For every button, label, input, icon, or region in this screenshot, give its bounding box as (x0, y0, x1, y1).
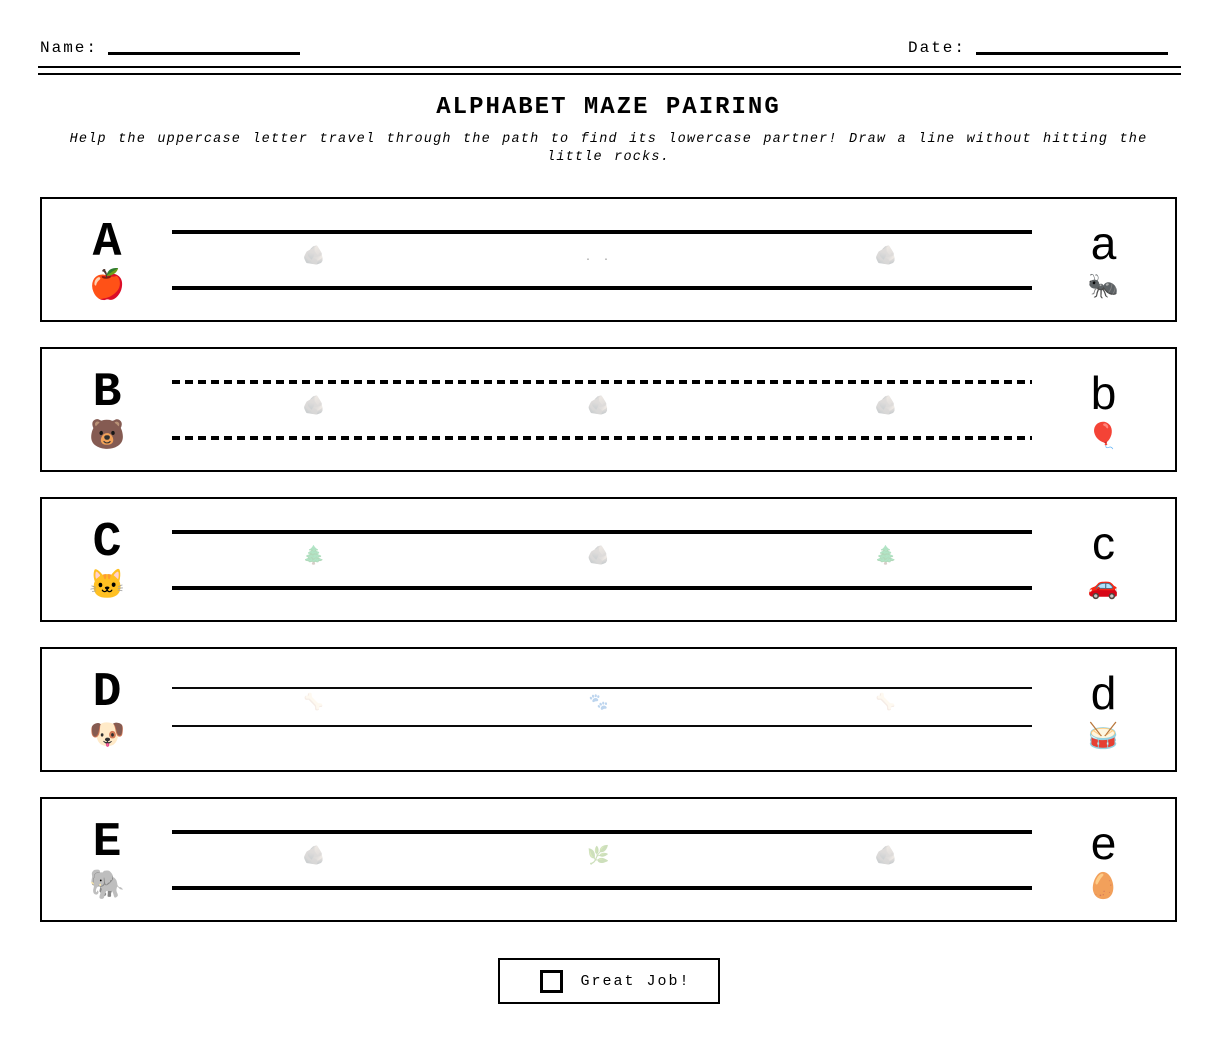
path-bottom-line (172, 725, 1032, 727)
path-top-line (172, 687, 1032, 689)
maze-path-d[interactable] (172, 649, 1032, 770)
maze-row-a (40, 197, 1177, 322)
evergreen-tree-emoji: 🌲 (302, 547, 326, 567)
path-bottom-line (172, 286, 1032, 290)
maze-start-b (42, 349, 172, 470)
lowercase-letter-e: e (1090, 816, 1117, 869)
rock-emoji: 🪨 (874, 847, 898, 867)
balloon-emoji: 🎈 (1087, 422, 1120, 452)
uppercase-letter-b: B (92, 365, 122, 420)
path-top-line (172, 830, 1032, 834)
name-field (40, 40, 300, 56)
maze-end-d (1032, 649, 1175, 770)
rock-emoji: 🪨 (587, 547, 610, 567)
bone-emoji: 🦴 (875, 694, 896, 712)
maze-row-c (40, 497, 1177, 622)
uppercase-letter-e: E (92, 815, 122, 870)
rock-emoji: 🪨 (302, 397, 326, 417)
paw-prints-emoji: 🐾 (588, 694, 609, 712)
faint-dots: ∙ ∙ (585, 255, 613, 266)
drum-emoji: 🥁 (1087, 722, 1120, 752)
maze-path-c[interactable] (172, 499, 1032, 620)
uppercase-letter-c: C (92, 515, 122, 570)
egg-emoji: 🥚 (1087, 872, 1120, 902)
page-title: ALPHABET MAZE PAIRING (436, 94, 781, 121)
path-bottom-line (172, 436, 1032, 440)
maze-end-e (1032, 799, 1175, 920)
bone-emoji: 🦴 (303, 694, 324, 712)
instructions-text: Help the uppercase letter travel through the path to find its lowercase partner! Draw a line without hitting the little rocks. (69, 132, 1148, 165)
maze-end-b (1032, 349, 1175, 470)
ant-emoji: 🐜 (1087, 272, 1120, 302)
maze-row-e (40, 797, 1177, 922)
rock-emoji: 🪨 (874, 397, 898, 417)
maze-path-e[interactable] (172, 799, 1032, 920)
maze-end-c (1032, 499, 1175, 620)
elephant-emoji: 🐘 (88, 869, 126, 903)
name-label: Name: (40, 39, 99, 57)
maze-rows (40, 197, 1177, 947)
great-job-box (498, 958, 720, 1004)
bear-emoji: 🐻 (88, 419, 126, 453)
header-divider (38, 66, 1181, 75)
path-top-line (172, 230, 1032, 234)
maze-start-e (42, 799, 172, 920)
maze-path-b[interactable] (172, 349, 1032, 470)
date-write-line[interactable] (976, 42, 1168, 55)
lowercase-letter-d: d (1090, 666, 1117, 719)
great-job-checkbox[interactable] (540, 970, 563, 993)
rock-emoji: 🪨 (587, 397, 610, 417)
name-write-line[interactable] (108, 42, 300, 55)
lowercase-letter-b: b (1090, 366, 1117, 419)
maze-row-b (40, 347, 1177, 472)
path-top-line (172, 530, 1032, 534)
lowercase-letter-a: a (1090, 216, 1117, 269)
maze-row-d (40, 647, 1177, 772)
lowercase-letter-c: c (1092, 516, 1115, 569)
car-emoji: 🚗 (1087, 572, 1120, 602)
path-top-line (172, 380, 1032, 384)
rock-emoji: 🪨 (302, 247, 326, 267)
path-bottom-line (172, 586, 1032, 590)
dog-emoji: 🐶 (88, 719, 126, 753)
maze-end-a (1032, 199, 1175, 320)
date-label: Date: (908, 39, 967, 57)
date-field (908, 40, 1168, 56)
evergreen-tree-emoji: 🌲 (874, 547, 898, 567)
herb-emoji: 🌿 (587, 847, 610, 867)
maze-start-c (42, 499, 172, 620)
maze-start-d (42, 649, 172, 770)
uppercase-letter-a: A (92, 215, 122, 270)
rock-emoji: 🪨 (874, 247, 898, 267)
uppercase-letter-d: D (92, 665, 122, 720)
great-job-label: Great Job! (580, 972, 691, 990)
maze-path-a[interactable] (172, 199, 1032, 320)
cat-emoji: 🐱 (88, 569, 126, 603)
rock-emoji: 🪨 (302, 847, 326, 867)
maze-start-a (42, 199, 172, 320)
path-bottom-line (172, 886, 1032, 890)
apple-emoji: 🍎 (88, 269, 126, 303)
